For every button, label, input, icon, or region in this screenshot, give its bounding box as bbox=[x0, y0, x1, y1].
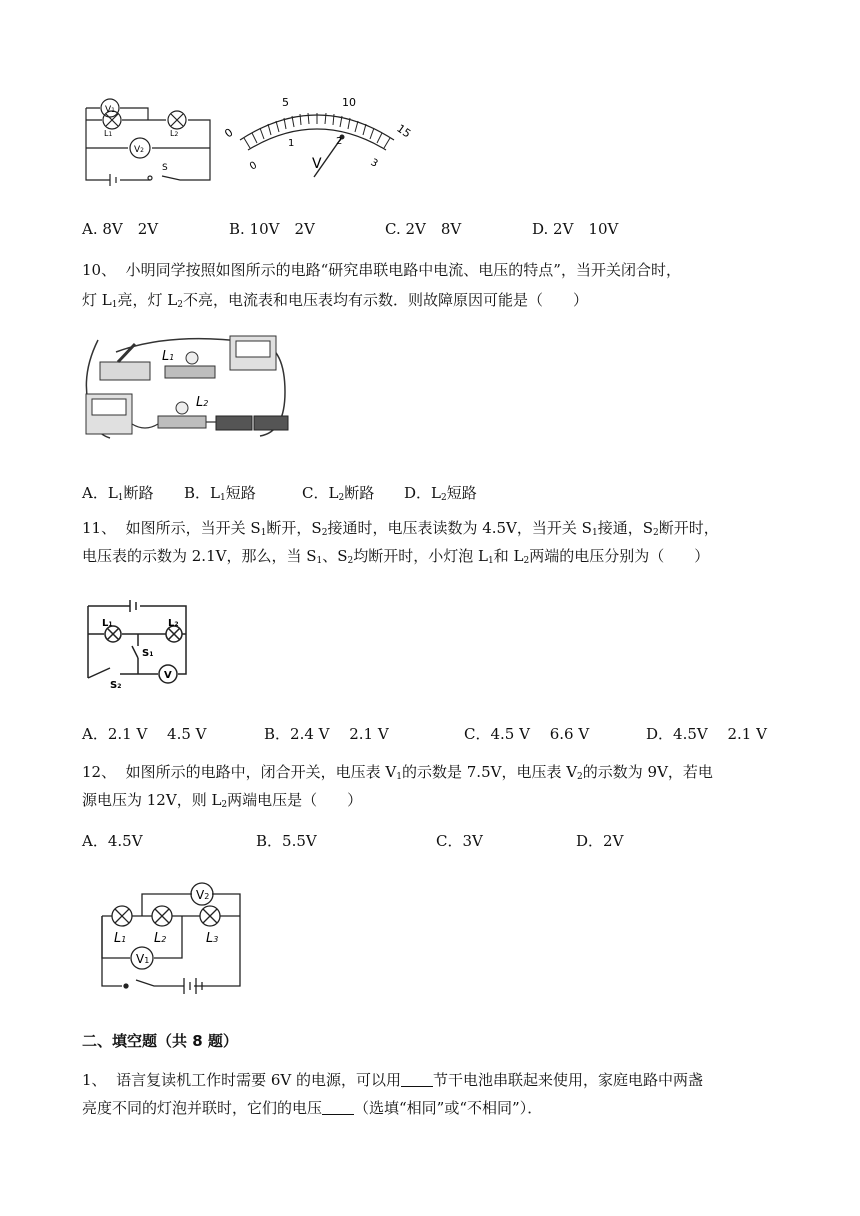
svg-text:0: 0 bbox=[222, 125, 236, 141]
svg-text:10: 10 bbox=[342, 96, 356, 109]
svg-text:1: 1 bbox=[288, 138, 295, 149]
q9-option-d[interactable]: D. 2V 10V bbox=[532, 220, 619, 238]
q10-option-c[interactable]: C．$L_2$断路 bbox=[302, 484, 375, 503]
svg-text:5: 5 bbox=[282, 96, 289, 109]
q12-v2-label: V2 bbox=[196, 888, 210, 902]
q10-question-line2: 灯 $L_1$亮，灯 $L_2$不亮，电流表和电压表均有示数．则故障原因可能是（ ） bbox=[82, 291, 588, 310]
q10-option-a[interactable]: A．$L_1$断路 bbox=[82, 484, 154, 503]
q11-question-line2: 电压表的示数为 2.1V，那么，当 $S_1$、$S_2$均断开时，小灯泡 $L_1$和 $L_2$两端的电压分别为（ ） bbox=[82, 547, 710, 566]
q12-l3-label: L3 bbox=[206, 931, 219, 946]
q10-option-d[interactable]: D．$L_2$短路 bbox=[404, 484, 477, 503]
q10-option-b[interactable]: B．$L_1$短路 bbox=[184, 484, 256, 503]
q10-question-line1: 10、 小明同学按照如图所示的电路“研究串联电路中电流、电压的特点”，当开关闭合时， bbox=[82, 261, 681, 279]
q12-question-line1: 12、 如图所示的电路中，闭合开关，电压表 $V_1$的示数是 7.5V，电压表 $V_2$的示数为 9V，若电 bbox=[82, 763, 713, 782]
q11-circuit-diagram bbox=[82, 598, 202, 690]
q12-option-d[interactable]: D．2V bbox=[576, 832, 624, 850]
fill-q1-line1: 1、 语言复读机工作时需要 6V 的电源，可以用 节干电池串联起来使用，家庭电路中两盏 bbox=[82, 1071, 704, 1089]
q12-question-line2: 源电压为 12V，则 $L_2$两端电压是（ ） bbox=[82, 791, 363, 810]
svg-text:15: 15 bbox=[394, 121, 414, 141]
q10-number: 10、 bbox=[82, 261, 117, 279]
q9-option-c[interactable]: C. 2V 8V bbox=[385, 220, 462, 238]
q12-v1-label: V1 bbox=[136, 952, 150, 966]
q11-number: 11、 bbox=[82, 519, 117, 537]
fill-q1-number: 1、 bbox=[82, 1071, 107, 1089]
q9-l2-label: L2 bbox=[170, 129, 179, 138]
q11-s1-label: S1 bbox=[142, 648, 154, 659]
q10-l2-label: L2 bbox=[196, 395, 209, 410]
q12-option-a[interactable]: A．4.5V bbox=[82, 832, 143, 850]
svg-text:3: 3 bbox=[368, 157, 380, 170]
svg-text:2: 2 bbox=[336, 136, 343, 147]
fill-q1-blank-2[interactable] bbox=[322, 1100, 354, 1115]
q9-option-a[interactable]: A. 8V 2V bbox=[82, 220, 159, 238]
q11-option-c[interactable]: C．4.5 V 6.6 V bbox=[464, 725, 590, 743]
q12-number: 12、 bbox=[82, 763, 117, 781]
q12-option-c[interactable]: C．3V bbox=[436, 832, 483, 850]
q11-s2-label: S2 bbox=[110, 680, 122, 690]
q11-option-d[interactable]: D．4.5V 2.1 V bbox=[646, 725, 767, 743]
q12-l1-label: L1 bbox=[114, 931, 127, 946]
fill-q1-line2: 亮度不同的灯泡并联时，它们的电压 （选填“相同”或“不相同”）． bbox=[82, 1099, 543, 1117]
q9-circuit-diagram bbox=[80, 88, 220, 188]
q10-l1-label: L1 bbox=[162, 349, 175, 364]
q11-option-a[interactable]: A．2.1 V 4.5 V bbox=[82, 725, 207, 743]
q9-s-label: S bbox=[162, 163, 168, 173]
q9-voltmeter-dial bbox=[222, 92, 417, 182]
q9-l1-label: L1 bbox=[104, 129, 113, 138]
fill-q1-blank-1[interactable] bbox=[401, 1072, 433, 1087]
section-heading-fill-in: 二、填空题（共 8 题） bbox=[82, 1032, 238, 1050]
q11-question-line1: 11、 如图所示，当开关 $S_1$断开，$S_2$接通时，电压表读数为 4.5V，当开关 $S_1$接通，$S_2$断开时， bbox=[82, 519, 719, 538]
q11-v-label: V bbox=[164, 670, 172, 681]
q9-v1-label: V1 bbox=[105, 105, 115, 115]
q9-v2-label: V2 bbox=[134, 145, 144, 155]
q12-l2-label: L2 bbox=[154, 931, 167, 946]
q9-dial-unit: V bbox=[312, 156, 322, 172]
svg-text:0: 0 bbox=[248, 159, 260, 173]
q11-option-b[interactable]: B．2.4 V 2.1 V bbox=[264, 725, 389, 743]
q12-option-b[interactable]: B．5.5V bbox=[256, 832, 317, 850]
q11-l1-label: L1 bbox=[102, 618, 113, 629]
q11-l2-label: L2 bbox=[168, 618, 179, 629]
q9-option-b[interactable]: B. 10V 2V bbox=[229, 220, 315, 238]
q12-circuit-diagram bbox=[96, 876, 246, 994]
q10-circuit-photo bbox=[80, 332, 295, 444]
